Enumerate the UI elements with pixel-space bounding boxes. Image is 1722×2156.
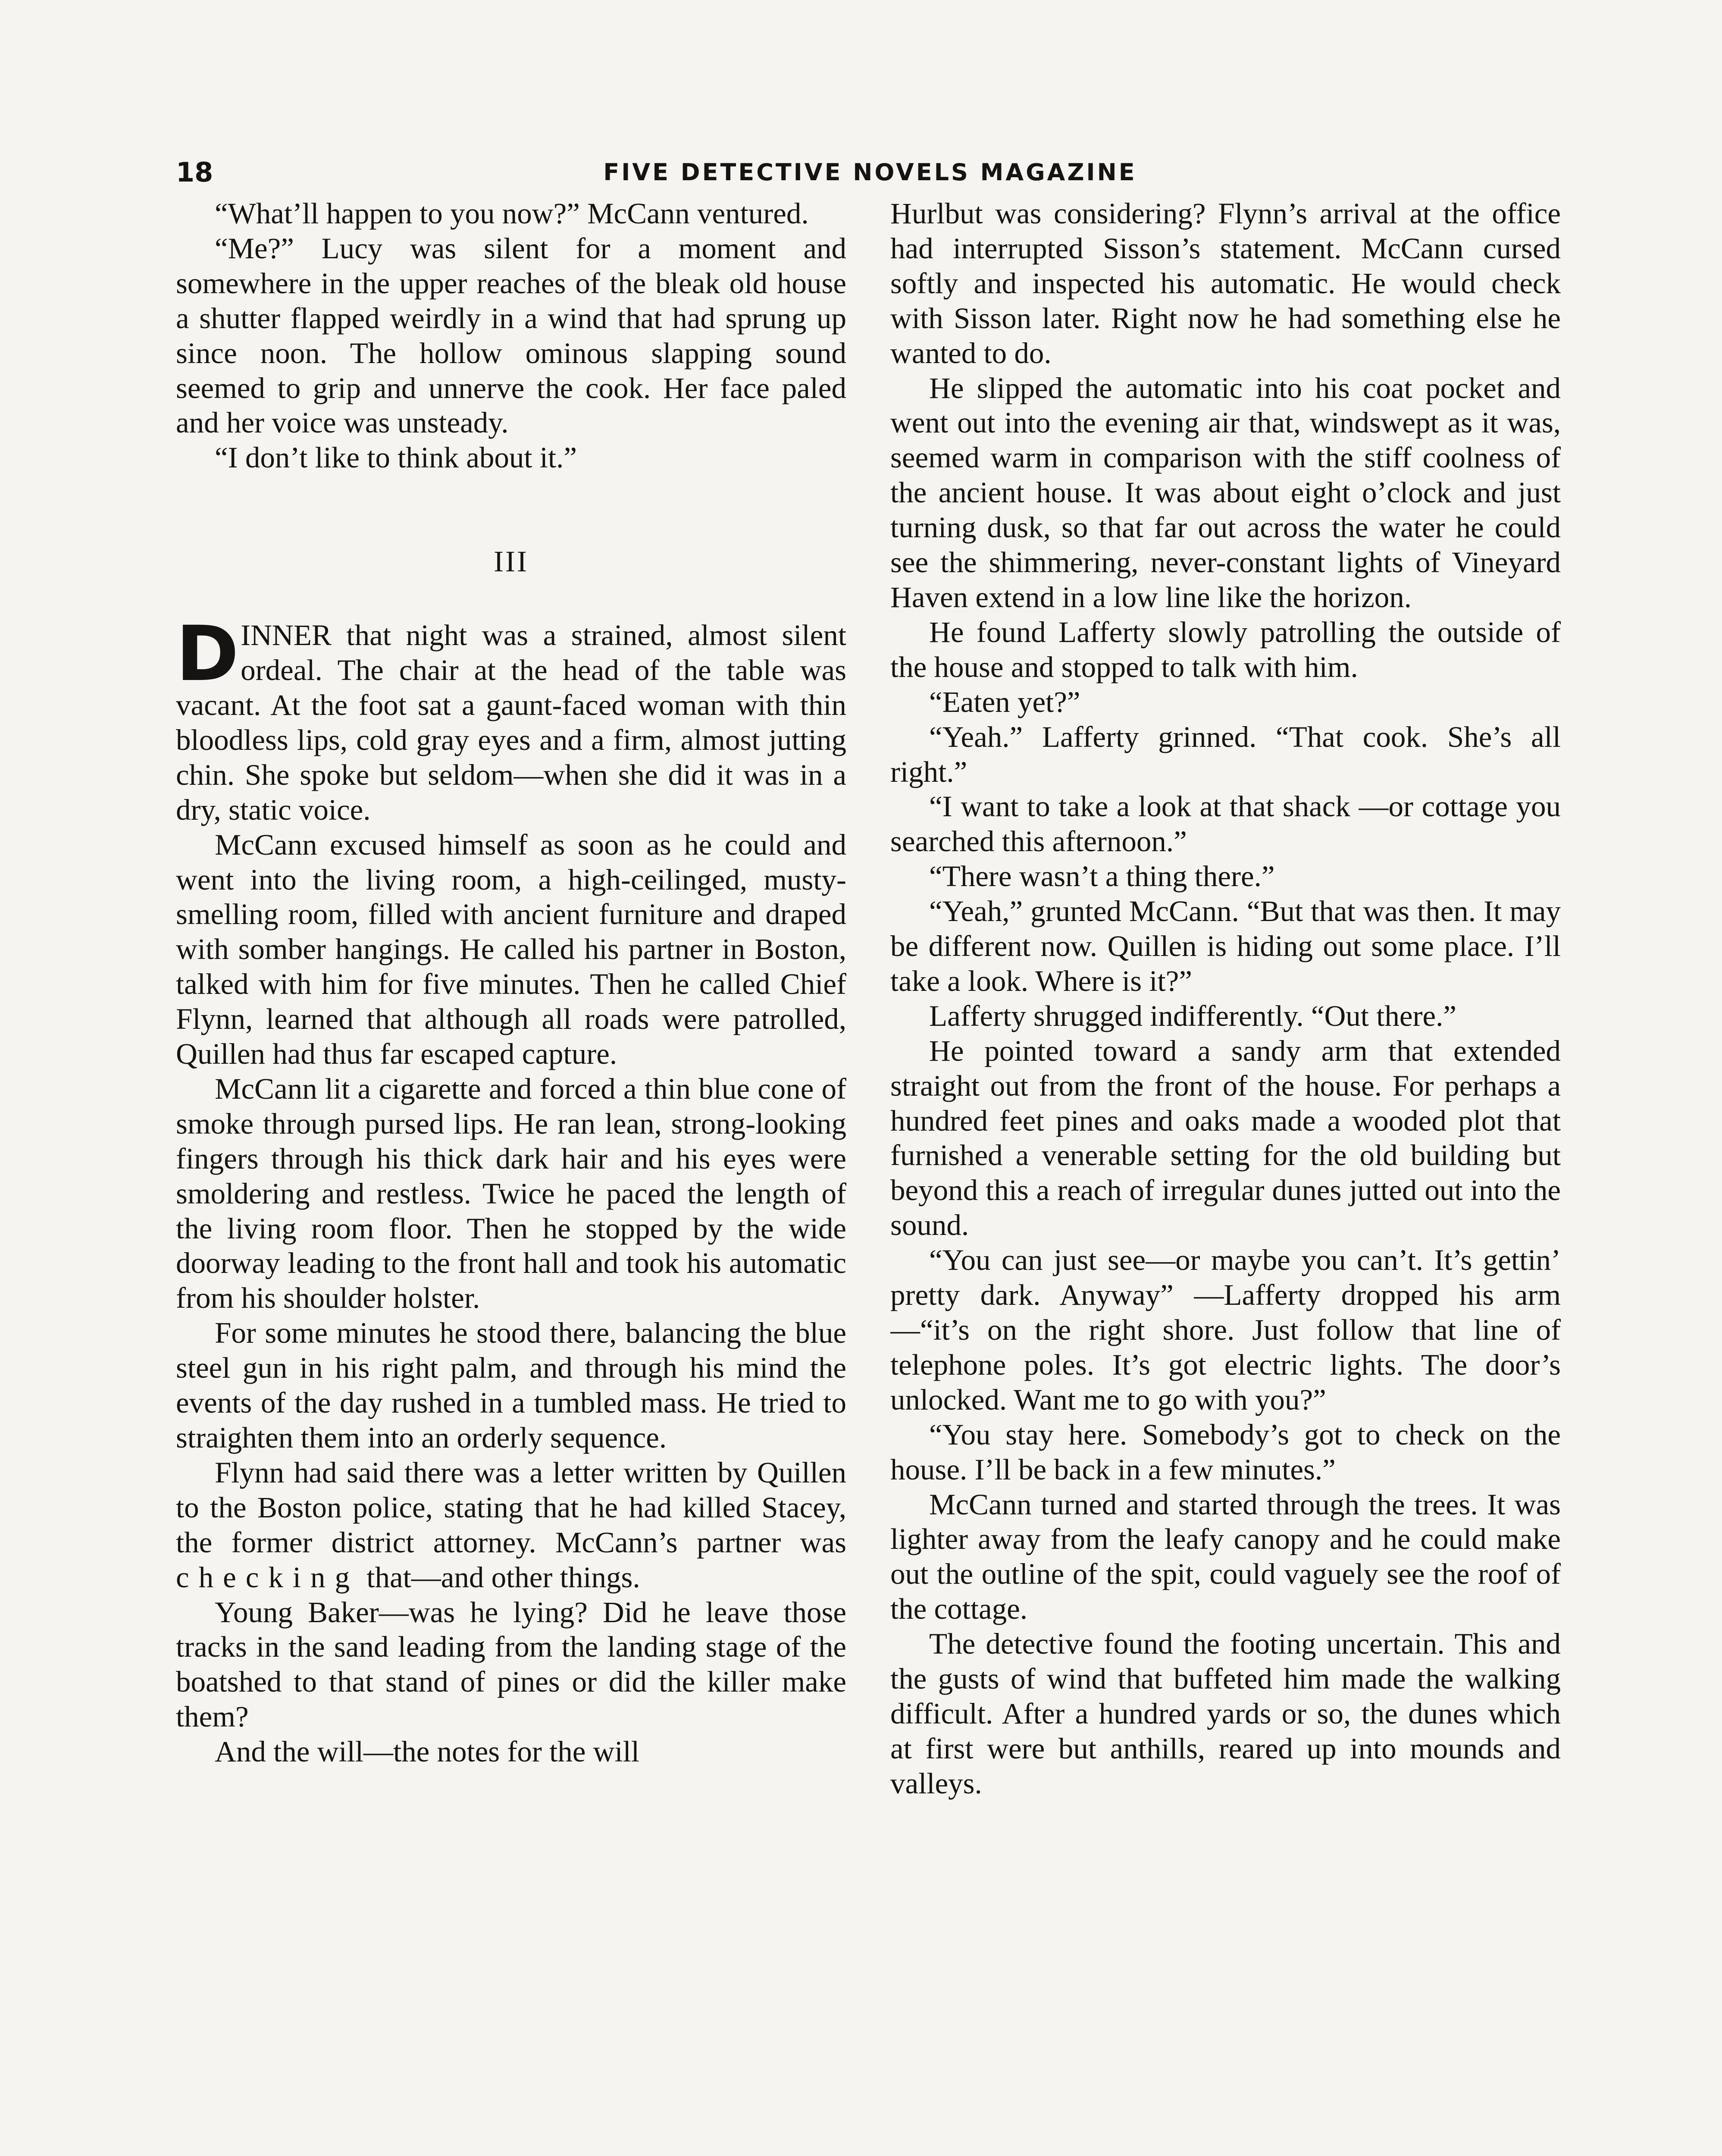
paragraph: “What’ll happen to you now?” McCann ventured. (215, 197, 809, 230)
drop-cap: D (176, 610, 239, 699)
left-column (176, 196, 846, 2156)
page-header (176, 155, 1564, 190)
running-head: FIVE DETECTIVE NOVELS MAGAZINE (603, 159, 1137, 186)
right-column (890, 196, 1561, 2156)
paragraph: “Me?” Lucy was silent for a moment and somewhere in the upper reaches of the bleak old house a shutter flapped weirdly in a wind that had sprung up since noon. The hollow ominous slapping sound seemed to grip and unnerve the cook. Her face paled and her voice was unsteady. (176, 232, 846, 439)
paragraph: McCann lit a cigarette and forced a thin blue cone of smoke through pursed lips. He ran lean, strong-looking fingers through his thick dark hair and his eyes were smoldering and restless. Twice he paced the length of the living room floor. Then he stopped by the wide doorway leading to the front hall and took his automatic from his shoulder holster. (176, 1072, 846, 1315)
paragraph: For some minutes he stood there, balancing the blue steel gun in his right palm, and through his mind the events of the day rushed in a tumbled mass. He tried to straighten them into an orderly sequence. (176, 1316, 846, 1454)
paragraph: The detective found the footing uncertain. This and the gusts of wind that buffeted him made the walking difficult. After a hundred yards or so, the dunes which at first were but anthills, reared up into mounds and valleys. (890, 1627, 1561, 1800)
paragraph-text: Flynn had said there was a letter written by Quillen to the Boston police, stating that he had killed Stacey, the former district attorney. McCann’s partner was (176, 1456, 846, 1559)
section-heading: III (494, 545, 529, 578)
paragraph: McCann turned and started through the trees. It was lighter away from the leafy canopy and he could make out the outline of the spit, could vaguely see the roof of the cottage. (890, 1488, 1561, 1626)
paragraph: “You stay here. Somebody’s got to check on the house. I’ll be back in a few minutes.” (890, 1418, 1561, 1486)
paragraph: “Eaten yet?” (929, 685, 1080, 718)
paragraph: McCann excused himself as soon as he could and went into the living room, a high-ceilinged, musty-smelling room, filled with ancient furniture and draped with somber hangings. He called his partner in Boston, talked with him for five minutes. Then he called Chief Flynn, learned that although all roads were patrolled, Quillen had thus far escaped capture. (176, 828, 846, 1071)
paragraph: And the will—the notes for the will (215, 1735, 640, 1768)
paragraph: “I don’t like to think about it.” (215, 441, 577, 474)
paragraph: “Yeah,” grunted McCann. “But that was then. It may be different now. Quillen is hiding out some place. I’ll take a look. Where is it?” (890, 895, 1561, 997)
paragraph-text: INNER that night was a strained, almost silent ordeal. The chair at the head of the table was vacant. At the foot sat a gaunt-faced woman with thin bloodless lips, cold gray eyes and a firm, almost jutting chin. She spoke but seldom—when she did it was in a dry, static voice. (176, 619, 846, 826)
emphasized-word: checking (176, 1561, 360, 1594)
paragraph: Young Baker—was he lying? Did he leave those tracks in the sand leading from the landing stage of the boatshed to that stand of pines or did the killer make them? (176, 1595, 846, 1733)
paragraph: “You can just see—or maybe you can’t. It’s gettin’ pretty dark. Anyway” —Lafferty dropped his arm—“it’s on the right shore. Just follow that line of telephone poles. It’s got electric lights. The door’s unlocked. Want me to go with you?” (890, 1244, 1561, 1416)
paragraph: “Yeah.” Lafferty grinned. “That cook. She’s all right.” (890, 720, 1561, 788)
paragraph (176, 1455, 846, 1595)
paragraph-text: that—and other things. (366, 1561, 640, 1594)
paragraph: He slipped the automatic into his coat pocket and went out into the evening air that, windswept as it was, seemed warm in comparison with the stiff coolness of the ancient house. It was about eight o’clock and just turning dusk, so that far out across the water he could see the shimmering, never-constant lights of Vineyard Haven extend in a low line like the horizon. (890, 371, 1561, 614)
paragraph-with-dropcap (176, 610, 846, 827)
page-number: 18 (176, 157, 213, 188)
paragraph: Lafferty shrugged indifferently. “Out there.” (929, 999, 1456, 1032)
paragraph: Hurlbut was considering? Flynn’s arrival at the office had interrupted Sisson’s statement. McCann cursed softly and inspected his automatic. He would check with Sisson later. Right now he had something else he wanted to do. (890, 197, 1561, 370)
paragraph: He found Lafferty slowly patrolling the outside of the house and stopped to talk with him. (890, 615, 1561, 683)
paragraph: “There wasn’t a thing there.” (929, 860, 1275, 893)
paragraph: He pointed toward a sandy arm that extended straight out from the front of the house. For perhaps a hundred feet pines and oaks made a wooded plot that furnished a venerable setting for the old building but beyond this a reach of irregular dunes jutted out into the sound. (890, 1034, 1561, 1242)
paragraph: “I want to take a look at that shack —or cottage you searched this afternoon.” (890, 790, 1561, 858)
